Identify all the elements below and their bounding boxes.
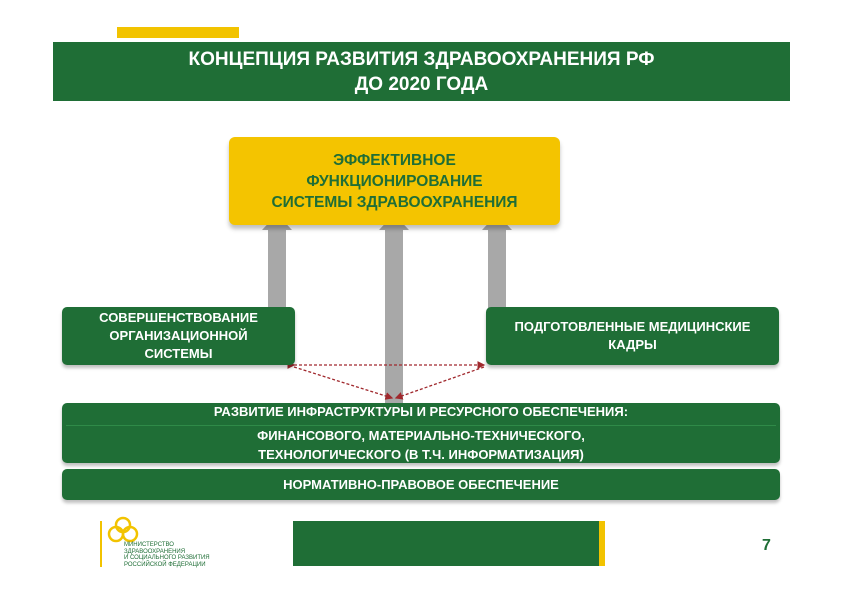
logo-divider <box>100 521 102 567</box>
goal-line2: ФУНКЦИОНИРОВАНИЕ <box>306 172 483 190</box>
arrow-left-up <box>262 214 292 308</box>
infra-line3: ТЕХНОЛОГИЧЕСКОГО (В Т.Ч. ИНФОРМАТИЗАЦИЯ) <box>258 447 584 462</box>
goal-box <box>229 137 560 225</box>
norm-label: НОРМАТИВНО-ПРАВОВОЕ ОБЕСПЕЧЕНИЕ <box>283 477 559 492</box>
ministry-logo-text <box>124 542 210 568</box>
logo-text-line3: И СОЦИАЛЬНОГО РАЗВИТИЯ <box>124 555 210 561</box>
infrastructure-box <box>62 403 780 463</box>
left-box-line1: СОВЕРШЕНСТВОВАНИЕ <box>99 310 258 325</box>
right-box-line2: КАДРЫ <box>608 337 657 352</box>
right-box-line1: ПОДГОТОВЛЕННЫЕ МЕДИЦИНСКИЕ <box>514 319 751 334</box>
organization-system-box <box>62 307 295 365</box>
arrow-right-up <box>482 214 512 308</box>
goal-line3: СИСТЕМЫ ЗДРАВООХРАНЕНИЯ <box>271 193 518 211</box>
page-title-line2: ДО 2020 ГОДА <box>354 73 489 95</box>
normative-legal-box <box>62 469 780 500</box>
footer-green-bar <box>293 521 599 566</box>
left-box-line3: СИСТЕМЫ <box>144 346 213 361</box>
goal-line1: ЭФФЕКТИВНОЕ <box>333 151 456 169</box>
footer-yellow-bar <box>599 521 605 566</box>
arrow-center-up <box>379 214 409 404</box>
logo-text-line2: ЗДРАВООХРАНЕНИЯ <box>124 548 186 555</box>
infra-line2: ФИНАНСОВОГО, МАТЕРИАЛЬНО-ТЕХНИЧЕСКОГО, <box>257 428 585 443</box>
logo-text-line4: РОССИЙСКОЙ ФЕДЕРАЦИИ <box>124 561 206 568</box>
page-number: 7 <box>762 537 771 554</box>
page-title-line1: КОНЦЕПЦИЯ РАЗВИТИЯ ЗДРАВООХРАНЕНИЯ РФ <box>188 48 655 70</box>
left-box-line2: ОРГАНИЗАЦИОННОЙ <box>109 328 248 343</box>
logo-text-line1: МИНИСТЕРСТВО <box>124 542 174 548</box>
medical-staff-box <box>486 307 779 365</box>
infra-line1: РАЗВИТИЕ ИНФРАСТРУКТУРЫ И РЕСУРСНОГО ОБЕСПЕЧЕНИЯ: <box>66 402 776 426</box>
